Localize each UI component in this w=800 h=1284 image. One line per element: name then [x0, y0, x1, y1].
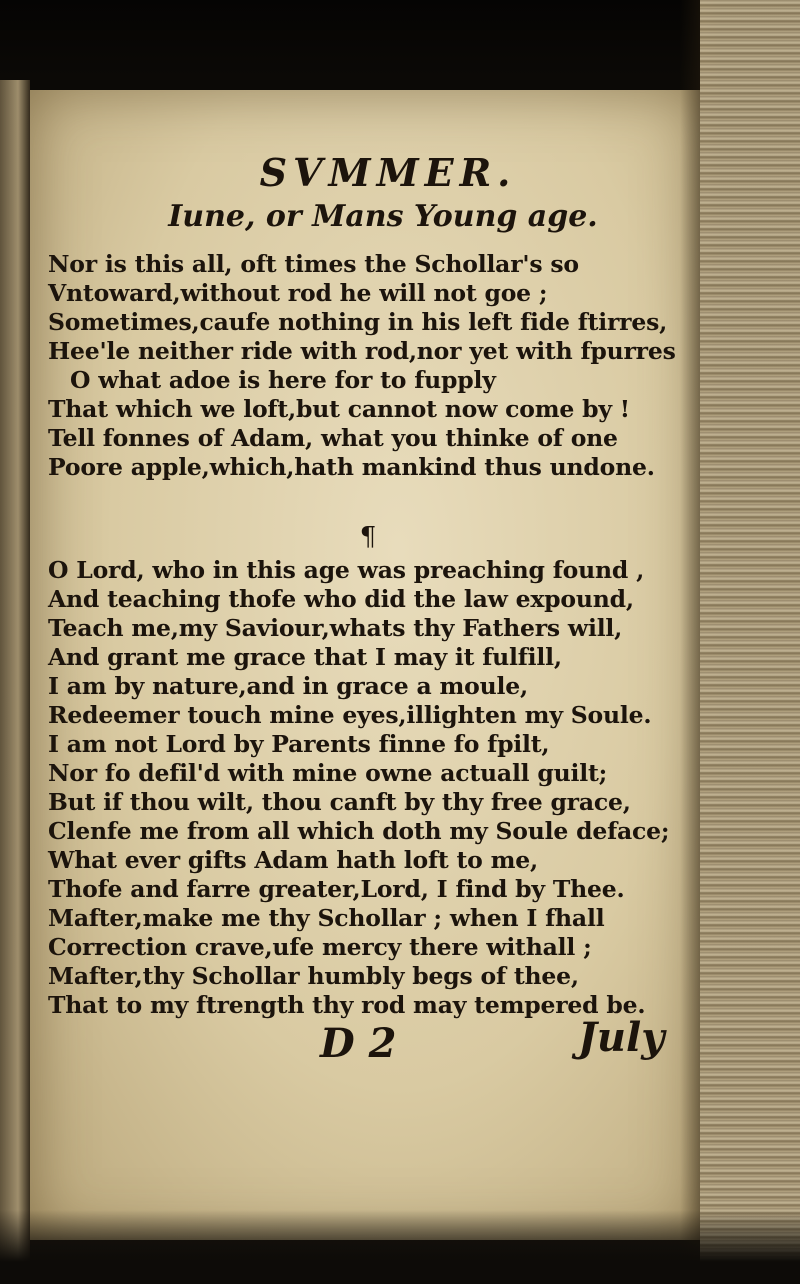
verse-line: O Lord, who in this age was preaching found , — [48, 556, 645, 584]
running-head: SVMMER. — [259, 150, 517, 195]
page-text — [48, 150, 688, 1020]
verse-line: Clenfe me from all which doth my Soule deface; — [48, 817, 670, 845]
verse-line: Redeemer touch mine eyes,illighten my Soule. — [48, 701, 652, 729]
stanza-1 — [48, 250, 688, 482]
verse-line: O what adoe is here for to fupply — [70, 366, 496, 394]
pilcrow-mark: ¶ — [359, 522, 377, 552]
book-gutter — [0, 80, 30, 1270]
subhead: Iune, or Mans Young age. — [168, 199, 598, 234]
verse-line: Sometimes,caufe nothing in his left fide ftirres, — [48, 308, 668, 336]
verse-line: Nor fo defil'd with mine owne actuall guilt; — [48, 759, 608, 787]
verse-line: I am not Lord by Parents finne fo fpilt, — [48, 730, 550, 758]
verse-line: Correction crave,ufe mercy there withall ; — [48, 933, 592, 961]
verse-line: I am by nature,and in grace a moule, — [48, 672, 528, 700]
stanza-2 — [48, 556, 688, 1020]
verse-line: Poore apple,which,hath mankind thus undone. — [48, 453, 655, 481]
verse-line: Vntoward,without rod he will not goe ; — [48, 279, 548, 307]
page-footer — [48, 1014, 688, 1080]
verse-line: Nor is this all, oft times the Schollar's so — [48, 250, 579, 278]
verse-line: But if thou wilt, thou canft by thy free grace, — [48, 788, 631, 816]
verse-line: Hee'le neither ride with rod,nor yet with fpurres — [48, 337, 676, 365]
signature-mark: D 2 — [320, 1020, 397, 1067]
verse-line: And grant me grace that I may it fulfill, — [48, 643, 562, 671]
verse-line: And teaching thofe who did the law expound, — [48, 585, 634, 613]
page-edges — [700, 0, 800, 1284]
bottom-shadow — [0, 1210, 800, 1284]
verse-line: That to my ftrength thy rod may tempered be. — [48, 991, 646, 1019]
verse-line: Teach me,my Saviour,whats thy Fathers will, — [48, 614, 623, 642]
catchword: July — [578, 1014, 665, 1061]
verse-line: Tell fonnes of Adam, what you thinke of one — [48, 424, 618, 452]
verse-line: What ever gifts Adam hath loft to me, — [48, 846, 539, 874]
verse-line: Mafter,thy Schollar humbly begs of thee, — [48, 962, 579, 990]
verse-line: That which we loft,but cannot now come by ! — [48, 395, 630, 423]
verse-line: Mafter,make me thy Schollar ; when I fhall — [48, 904, 605, 932]
verse-line: Thofe and farre greater,Lord, I find by Thee. — [48, 875, 625, 903]
